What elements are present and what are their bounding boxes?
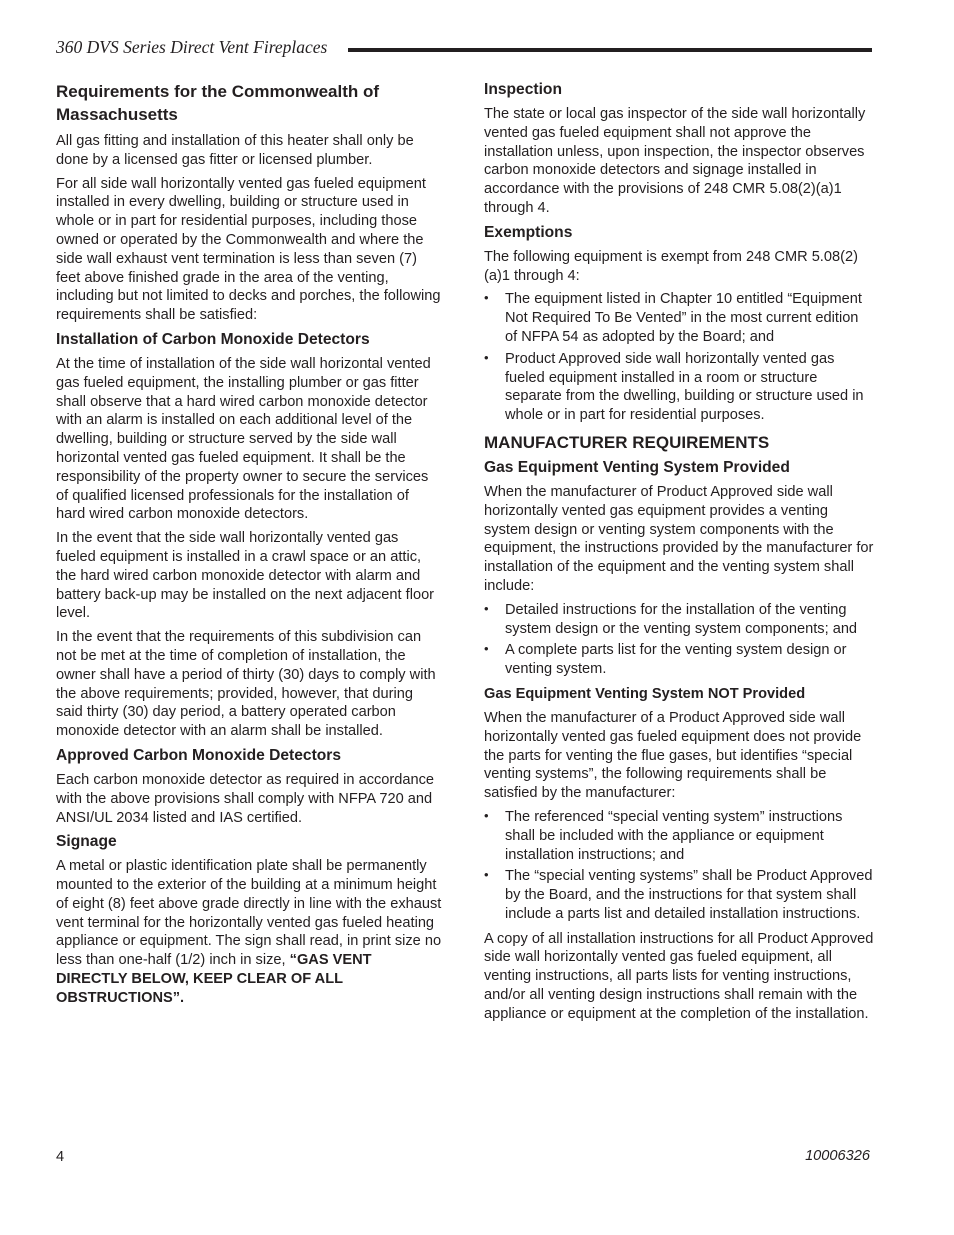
header-rule [348,48,872,52]
paragraph-approved-detectors: Each carbon monoxide detector as required in accordance with the above provisions shall comply with NFPA 720 and ANSI/UL 2034 listed and IAS certified. [56,771,435,826]
right-column [484,80,874,1029]
heading-manufacturer-requirements: MANUFACTURER REQUIREMENTS [484,432,770,452]
paragraph-co-installation-3: In the event that the requirements of this subdivision can not be met at the time of completion of installation, the owner shall have a period of thirty (30) days to comply with the above requirements; provided, however, that during said thirty (30) day period, a battery operated carbon monoxide detector with an alarm shall be installed. [56,629,436,740]
bullet-icon: • [484,290,489,306]
page-header [56,37,872,61]
paragraph-side-wall-requirements: For all side wall horizontally vented gas fueled equipment installed in every dwelling, building or structure used in whole or in part for residential purposes, including those owned or operated by the Commonwealth and where the side wall exhaust vent termination is less than seven (7) feet above finished grade in the area of the venting, including but not limited to decks and porches, the following requirements shall be satisfied: [56,175,441,324]
paragraph-venting-provided: When the manufacturer of Product Approved side wall horizontally vented gas equipment provides a venting system design or venting system components with the equipment, the instructions provided by the manufacturer for installation of the equipment and the venting system shall include: [484,483,874,594]
heading-approved-detectors: Approved Carbon Monoxide Detectors [56,746,342,764]
bullet-icon: • [484,641,489,657]
heading-exemptions: Exemptions [484,223,573,241]
paragraph-signage [56,857,442,1007]
heading-inspection: Inspection [484,81,562,98]
list-item: • A complete parts list for the venting system design or venting system. [484,641,847,678]
bullet-icon: • [484,349,489,365]
section-title-massachusetts: Requirements for the Commonwealth of Massachusetts [56,82,380,124]
paragraph-co-installation-1: At the time of installation of the side wall horizontal vented gas fueled equipment, the installing plumber or gas fitter shall observe that a hard wired carbon monoxide detector with an alarm is installed on each additional level of the dwelling, building or structure served by the side wall horizontal vented gas fueled equipment. It shall be the responsibility of the property owner to secure the services of qualified licensed professionals for the installation of hard wired carbon monoxide detectors. [56,355,431,523]
heading-co-installation: Installation of Carbon Monoxide Detectors [56,330,370,348]
heading-venting-provided: Gas Equipment Venting System Provided [484,458,790,476]
document-number: 10006326 [805,1148,870,1164]
bullet-icon: • [484,807,489,823]
page-number: 4 [56,1149,65,1165]
heading-venting-not-provided: Gas Equipment Venting System NOT Provided [484,685,806,702]
venting-provided-list [484,601,874,679]
signage-sign-text: “GAS VENT DIRECTLY BELOW, KEEP CLEAR OF ALL OBSTRUCTIONS”. [56,952,372,1006]
paragraph-co-installation-2: In the event that the side wall horizontally vented gas fueled equipment is installed in a crawl space or an attic, the hard wired carbon monoxide detector with alarm and battery back-up may be installed on the next adjacent floor level. [56,530,435,622]
paragraph-closing: A copy of all installation instructions for all Product Approved side wall horizontally vented gas fueled equipment, all venting instructions, all parts lists for venting instructions, and/or all venting design instructions shall remain with the appliance or equipment at the completion of the installation. [484,930,874,1022]
list-item: • Detailed instructions for the installation of the venting system design or the venting system components; and [484,600,858,637]
paragraph-inspection: The state or local gas inspector of the side wall horizontally vented gas fueled equipment shall not approve the installation unless, upon inspection, the inspector observes carbon monoxide detectors and signage installed in accordance with the provisions of 248 CMR 5.08(2)(a)1 through 4. [484,106,866,216]
venting-not-provided-list [484,808,874,924]
bullet-icon: • [484,867,489,883]
paragraph-exemptions: The following equipment is exempt from 248 CMR 5.08(2)(a)1 through 4: [484,248,858,284]
exemptions-list [484,290,874,425]
header-title: 360 DVS Series Direct Vent Fireplaces [56,37,328,57]
list-item: • Product Approved side wall horizontally vented gas fueled equipment installed in a room or structure separate from the dwelling, building or structure used in whole or in part for residential purposes. [484,349,864,424]
list-item: • The equipment listed in Chapter 10 entitled “Equipment Not Required To Be Vented” in the most current edition of NFPA 54 as adopted by the Board; and [484,290,862,345]
left-column [56,80,442,1013]
signage-text: A metal or plastic identification plate shall be permanently mounted to the exterior of the building at a minimum height of eight (8) feet above grade directly in line with the exhaust vent terminal for the horizontally vented gas fueled heating appliance or equipment. The sign shall read, in print size no less than one-half (1/2) inch in size, [56,858,442,969]
paragraph-licensed-fitter: All gas fitting and installation of this heater shall only be done by a licensed gas fitter or licensed plumber. [56,133,414,168]
heading-signage: Signage [56,833,117,851]
list-item: • The “special venting systems” shall be Product Approved by the Board, and the instructions for that system shall include a parts list and detailed installation instructions. [484,867,873,922]
bullet-icon: • [484,600,489,616]
paragraph-venting-not-provided: When the manufacturer of a Product Approved side wall horizontally vented gas fueled equipment does not provide the parts for venting the flue gases, but identifies “special venting systems”, the following requirements shall be satisfied by the manufacturer: [484,709,862,802]
list-item: • The referenced “special venting system” instructions shall be included with the appliance or equipment installation instructions; and [484,807,843,863]
